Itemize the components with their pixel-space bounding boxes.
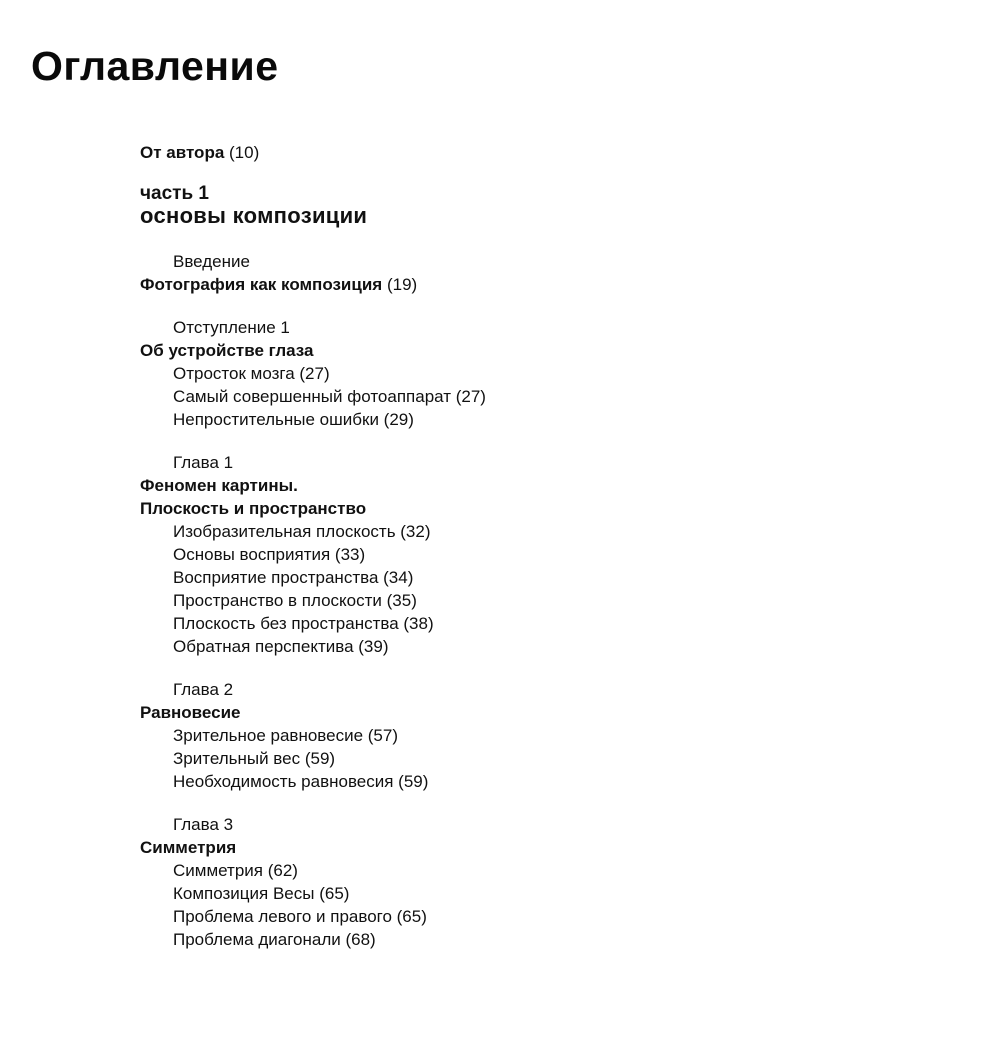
section-title-chapter-2[interactable]: Равновесие (140, 703, 241, 722)
toc-page-number: (19) (386, 275, 418, 294)
toc-subentry[interactable]: Обратная перспектива (39) (173, 637, 389, 656)
toc-page-number: (10) (229, 143, 260, 162)
section-title-chapter-3[interactable]: Симметрия (140, 838, 237, 857)
toc-subentry[interactable]: Изобразительная плоскость (32) (173, 522, 431, 541)
section-kicker-digression: Отступление 1 (173, 318, 290, 337)
toc-subentry[interactable]: Композиция Весы (65) (173, 884, 350, 903)
table-of-contents (140, 141, 940, 951)
section-title-digression[interactable]: Об устройстве глаза (140, 341, 314, 360)
toc-entry-author[interactable] (140, 141, 940, 164)
page-title: Оглавление (31, 43, 279, 89)
part-title: основы композиции (140, 203, 368, 228)
toc-subentry[interactable]: Пространство в плоскости (35) (173, 591, 417, 610)
toc-entry-intro[interactable] (140, 273, 940, 296)
section-title: Фотография как композиция (140, 275, 383, 294)
section-kicker-chapter-3: Глава 3 (173, 815, 234, 834)
toc-subentry[interactable]: Проблема диагонали (68) (173, 930, 376, 949)
toc-subentry[interactable]: Симметрия (62) (173, 861, 298, 880)
section-kicker-chapter-2: Глава 2 (173, 680, 234, 699)
toc-subentry[interactable]: Основы восприятия (33) (173, 545, 366, 564)
toc-subentry[interactable]: Зрительное равновесие (57) (173, 726, 398, 745)
toc-subentry[interactable]: Зрительный вес (59) (173, 749, 336, 768)
part-label: часть 1 (140, 183, 209, 204)
toc-subentry[interactable]: Непростительные ошибки (29) (173, 410, 414, 429)
toc-subentry[interactable]: Отросток мозга (27) (173, 364, 330, 383)
section-kicker-chapter-1: Глава 1 (173, 453, 234, 472)
toc-subentry[interactable]: Плоскость без пространства (38) (173, 614, 434, 633)
toc-subentry[interactable]: Самый совершенный фотоаппарат (27) (173, 387, 486, 406)
section-kicker-intro: Введение (173, 252, 250, 271)
toc-subentry[interactable]: Восприятие пространства (34) (173, 568, 414, 587)
toc-entry-label: От автора (140, 143, 225, 162)
section-title-chapter-1-line-2[interactable]: Плоскость и пространство (140, 499, 367, 518)
toc-subentry[interactable]: Проблема левого и правого (65) (173, 907, 427, 926)
section-title-chapter-1[interactable]: Феномен картины. (140, 476, 298, 495)
toc-subentry[interactable]: Необходимость равновесия (59) (173, 772, 429, 791)
